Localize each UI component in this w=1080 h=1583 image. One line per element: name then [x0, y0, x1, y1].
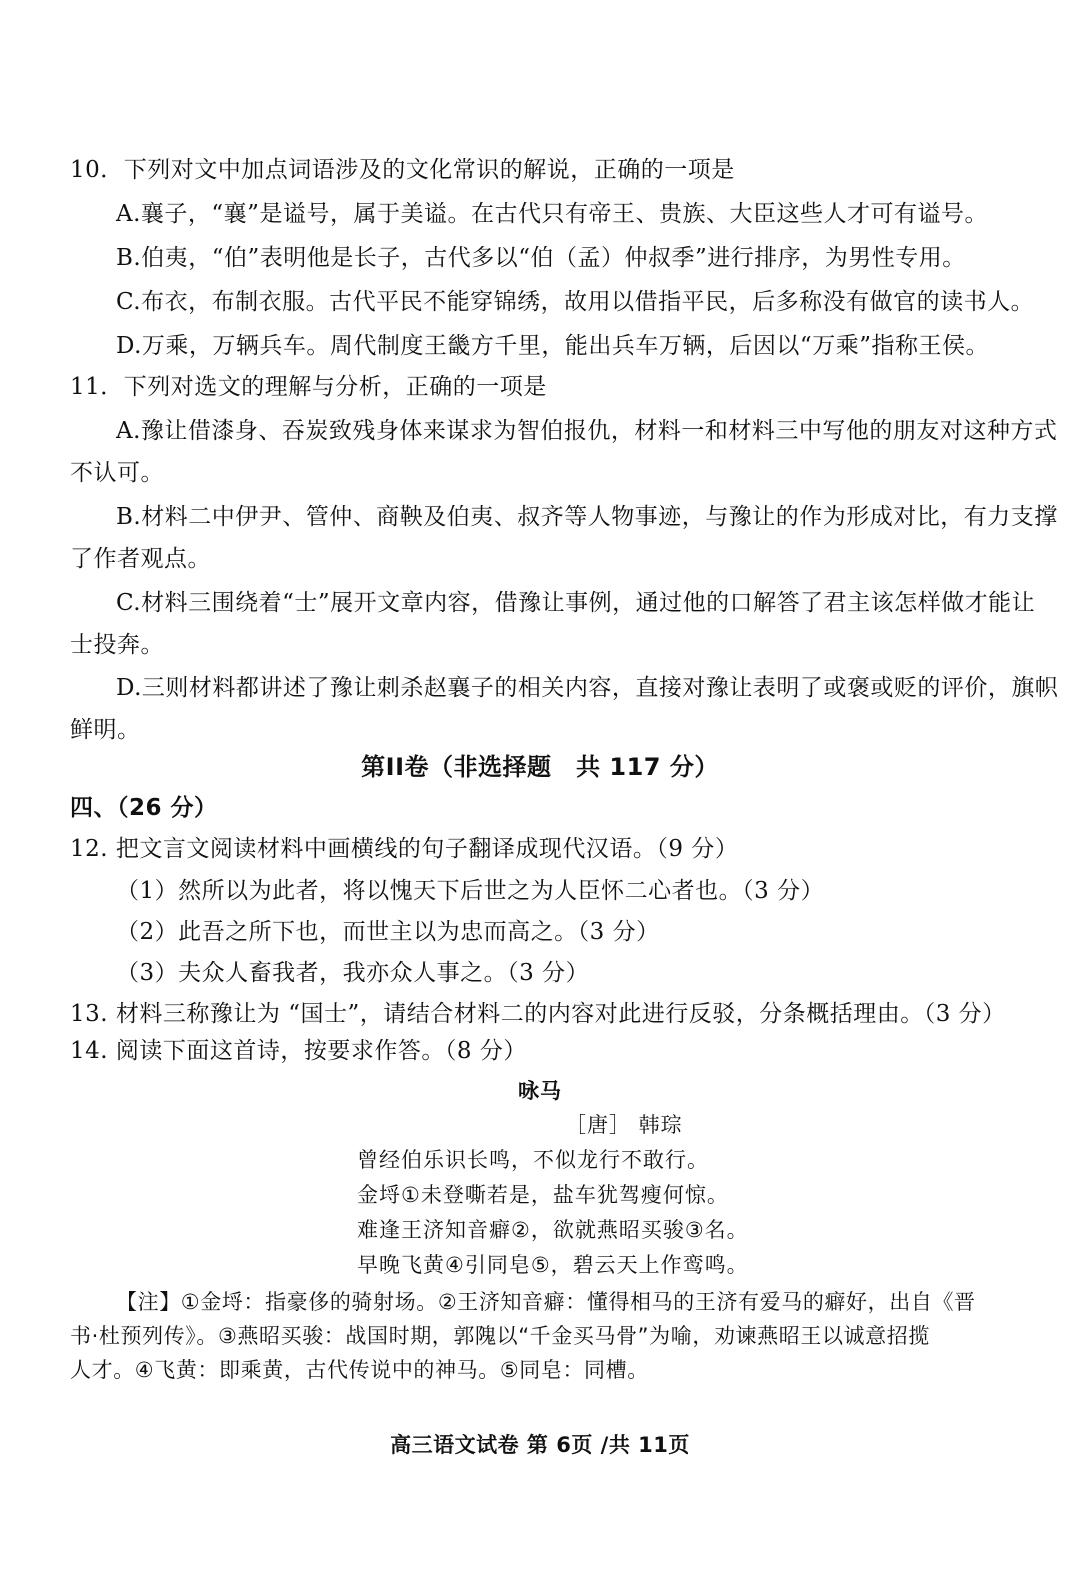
poem-line-2: 金埒①未登嘶若是，盐车犹驾瘦何惊。 — [357, 1183, 729, 1207]
q11-option-b-cont: 了作者观点。 — [70, 546, 211, 572]
q11-option-d-cont: 鲜明。 — [70, 717, 141, 743]
poem-note-line-2: 书·杜预列传》。③燕昭买骏：战国时期，郭隗以“千金买马骨”为喻，劝谏燕昭王以诚意招揽 — [70, 1324, 930, 1348]
q11-option-b: B.材料二中伊尹、管仲、商鞅及伯夷、叔齐等人物事迹，与豫让的作为形成对比，有力支撑 — [116, 504, 1058, 530]
q11-option-a: A.豫让借漆身、吞炭致残身体来谋求为智伯报仇，材料一和材料三中写他的朋友对这种方式 — [116, 418, 1058, 444]
poem-line-3: 难逢王济知音癖②，欲就燕昭买骏③名。 — [357, 1218, 749, 1242]
section2-title: 第II卷（非选择题 共 117 分） — [361, 753, 719, 781]
q10-option-c: C.布衣，布制衣服。古代平民不能穿锦绣，故用以借指平民，后多称没有做官的读书人。 — [116, 289, 1035, 315]
poem-author: ［唐］ 韩琮 — [565, 1113, 683, 1137]
q11-option-d: D.三则材料都讲述了豫让刺杀赵襄子的相关内容，直接对豫让表明了或褒或贬的评价，旗帜 — [116, 675, 1059, 701]
q12-stem: 12. 把文言文阅读材料中画横线的句子翻译成现代汉语。（9 分） — [70, 836, 739, 862]
q14-question: 14. 阅读下面这首诗，按要求作答。（8 分） — [70, 1038, 527, 1064]
q12-item-2: （2）此吾之所下也，而世主以为忠而高之。（3 分） — [116, 919, 660, 945]
q13-question: 13. 材料三称豫让为 “国士”，请结合材料二的内容对此进行反驳，分条概括理由。（3 分） — [70, 1001, 1006, 1027]
q11-option-c-cont: 士投奔。 — [70, 632, 164, 658]
q10-option-b: B.伯夷，“伯”表明他是长子，古代多以“伯（孟）仲叔季”进行排序，为男性专用。 — [116, 245, 966, 271]
poem-line-4: 早晚飞黄④引同皂⑤，碧云天上作鸾鸣。 — [357, 1253, 749, 1277]
q11-option-a-cont: 不认可。 — [70, 460, 164, 486]
q10-option-a: A.襄子，“襄”是谥号，属于美谥。在古代只有帝王、贵族、大臣这些人才可有谥号。 — [116, 201, 988, 227]
page-footer: 高三语文试卷 第 6页 /共 11页 — [390, 1433, 690, 1457]
poem-note-line-1: 【注】①金埒：指豪侈的骑射场。②王济知音癖：懂得相马的王济有爱马的癖好，出自《晋 — [116, 1290, 976, 1314]
poem-note-line-3: 人才。④飞黄：即乘黄，古代传说中的神马。⑤同皂：同槽。 — [70, 1358, 649, 1382]
q10-stem: 10．下列对文中加点词语涉及的文化常识的解说，正确的一项是 — [70, 157, 735, 183]
q11-option-c: C.材料三围绕着“士”展开文章内容，借豫让事例，通过他的口解答了君主该怎样做才能让 — [116, 590, 1036, 616]
q11-stem: 11．下列对选文的理解与分析，正确的一项是 — [70, 374, 547, 400]
q12-item-3: （3）夫众人畜我者，我亦众人事之。（3 分） — [116, 960, 590, 986]
poem-line-1: 曾经伯乐识长鸣，不似龙行不敢行。 — [357, 1148, 709, 1172]
poem-title: 咏马 — [518, 1079, 562, 1103]
q12-item-1: （1）然所以为此者，将以愧天下后世之为人臣怀二心者也。（3 分） — [116, 878, 825, 904]
q10-option-d: D.万乘，万辆兵车。周代制度王畿方千里，能出兵车万辆，后因以“万乘”指称王侯。 — [116, 333, 989, 359]
part4-heading: 四、（26 分） — [70, 795, 218, 821]
